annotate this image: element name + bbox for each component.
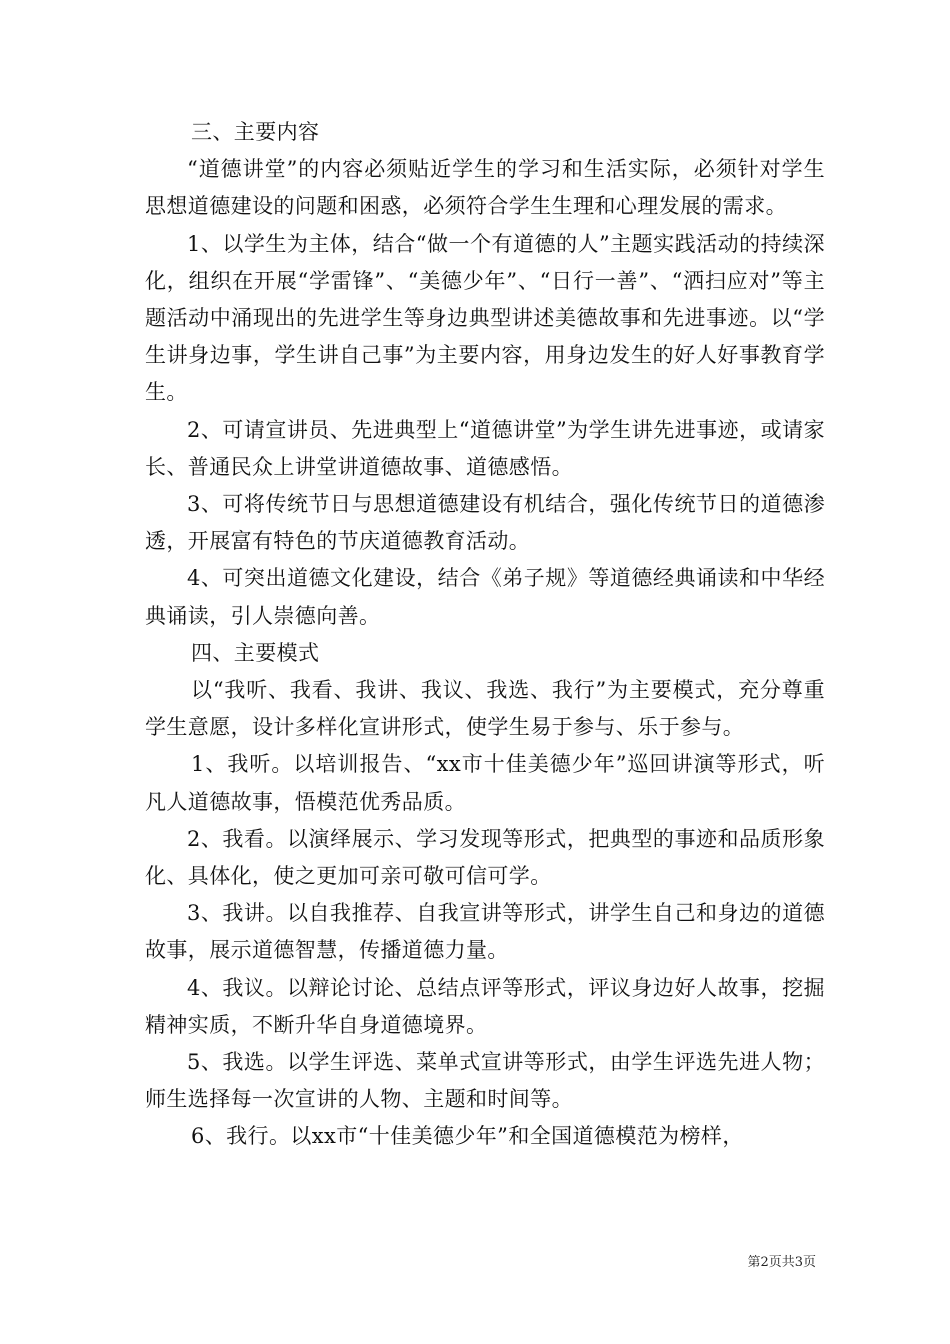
- paragraph-mode-intro: 以“我听、我看、我讲、我议、我选、我行”为主要模式，充分尊重学生意愿，设计多样化宣讲形式，使学生易于参与、乐于参与。: [145, 678, 825, 740]
- section-heading-main-content: 三、主要内容: [191, 120, 320, 144]
- paragraph-intro: “道德讲堂”的内容必须贴近学生的学习和生活实际，必须针对学生思想道德建设的问题和困惑，必须符合学生生理和心理发展的需求。: [145, 157, 825, 219]
- paragraph-mode-speak: 3、我讲。以自我推荐、自我宣讲等形式，讲学生自己和身边的道德故事，展示道德智慧，传播道德力量。: [145, 901, 825, 963]
- paragraph-mode-act: 6、我行。以xx市“十佳美德少年”和全国道德模范为榜样，: [191, 1124, 744, 1149]
- paragraph-mode-discuss: 4、我议。以辩论讨论、总结点评等形式，评议身边好人故事，挖掘精神实质，不断升华自身道德境界。: [145, 975, 825, 1037]
- page-number-indicator: 第2页共3页: [747, 1255, 816, 1270]
- paragraph-item-1: 1、以学生为主体，结合“做一个有道德的人”主题实践活动的持续深化，组织在开展“学雷锋”、“美德少年”、“日行一善”、“洒扫应对”等主题活动中涌现出的先进学生等身边典型讲述美德故事和先进事迹。以“学生讲身边事，学生讲自己事”为主要内容，用身边发生的好人好事教育学生。: [145, 231, 825, 405]
- paragraph-item-4: 4、可突出道德文化建设，结合《弟子规》等道德经典诵读和中华经典诵读，引人崇德向善。: [145, 566, 825, 628]
- paragraph-item-2: 2、可请宣讲员、先进典型上“道德讲堂”为学生讲先进事迹，或请家长、普通民众上讲堂讲道德故事、道德感悟。: [145, 417, 825, 479]
- paragraph-mode-select: 5、我选。以学生评选、菜单式宣讲等形式，由学生评选先进人物；师生选择每一次宣讲的人物、主题和时间等。: [145, 1050, 825, 1112]
- section-heading-main-mode: 四、主要模式: [191, 640, 320, 665]
- paragraph-mode-watch: 2、我看。以演绎展示、学习发现等形式，把典型的事迹和品质形象化、具体化，使之更加可亲可敬可信可学。: [145, 826, 825, 889]
- document-body: [145, 114, 825, 1156]
- paragraph-mode-listen: 1、我听。以培训报告、“xx市十佳美德少年”巡回讲演等形式，听凡人道德故事，悟模范优秀品质。: [145, 752, 825, 814]
- paragraph-item-3: 3、可将传统节日与思想道德建设有机结合，强化传统节日的道德渗透，开展富有特色的节庆道德教育活动。: [145, 492, 825, 554]
